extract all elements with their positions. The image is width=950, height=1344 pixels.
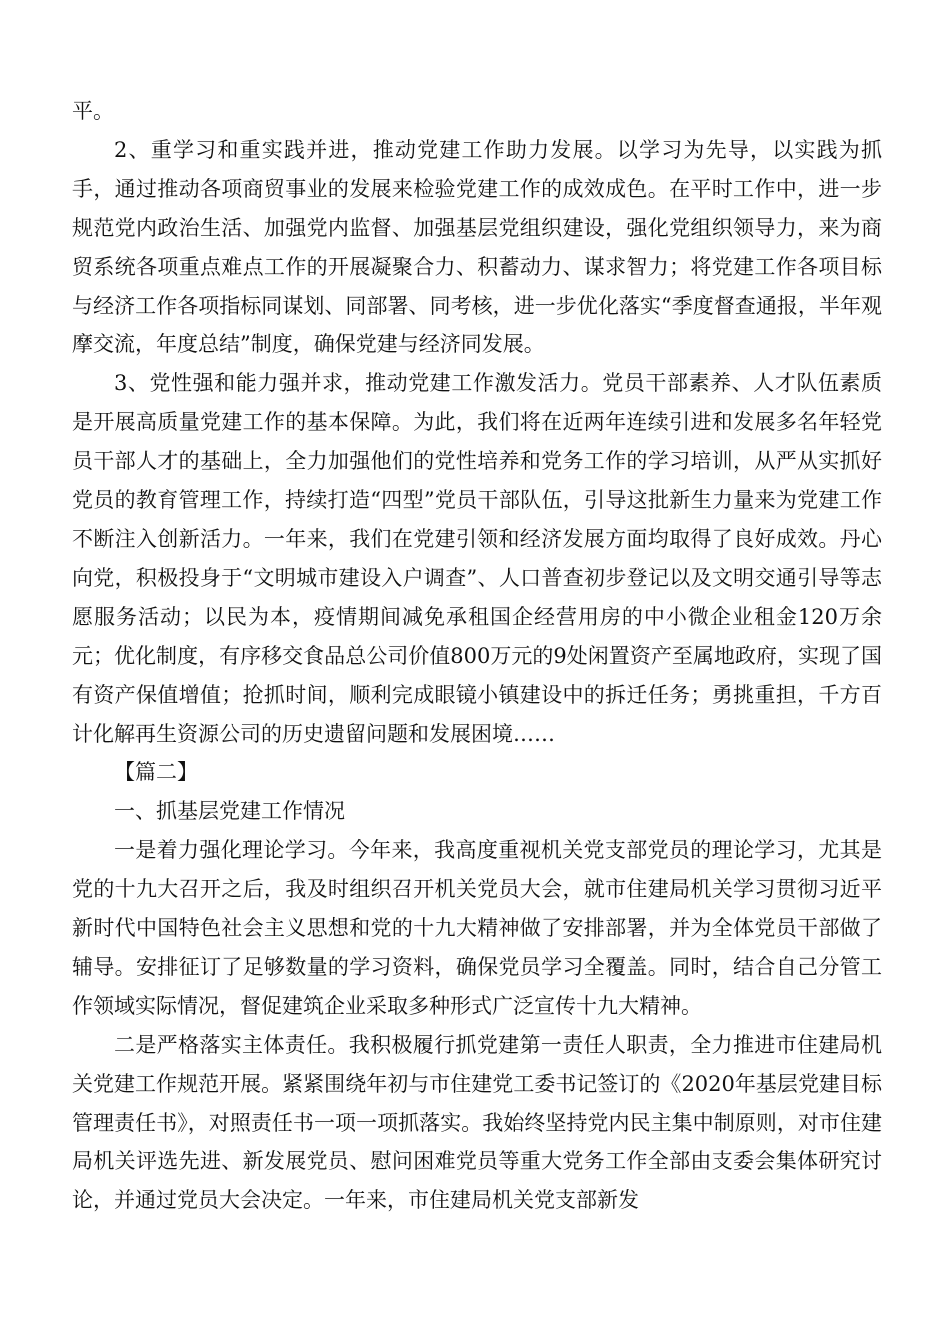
paragraph-study-practice: 2、重学习和重实践并进，推动党建工作助力发展。以学习为先导，以实践为抓手，通过推动各项商贸事业的发展来检验党建工作的成效成色。在平时工作中，进一步规范党内政治生活、加强党内监督、加强基层党组织建设，强化党组织领导力，来为商贸系统各项重点难点工作的开展凝聚合力、积蓄动力、谋求智力；将党建工作各项目标与经济工作各项指标同谋划、同部署、同考核，进一步优化落实“季度督查通报，半年观摩交流，年度总结”制度，确保党建与经济同发展。	[72, 137, 882, 357]
section-subheading-grassroots: 一、抓基层党建工作情况	[114, 799, 345, 824]
section-heading-part-two: 【篇二】	[114, 760, 198, 785]
paragraph-main-responsibility: 二是严格落实主体责任。我积极履行抓党建第一责任人职责，全力推进市住建局机关党建工作规范开展。紧紧围绕年初与市住建党工委书记签订的《2020年基层党建目标管理责任书》，对照责任书一项一项抓落实。我始终坚持党内民主集中制原则，对市住建局机关评选先进、新发展党员、慰问困难党员等重大党务工作全部由支委会集体研究讨论，并通过党员大会决定。一年来，市住建局机关党支部新发	[72, 1032, 882, 1213]
document-body	[72, 92, 882, 1220]
paragraph-continuation: 平。	[72, 99, 114, 123]
paragraph-theory-study: 一是着力强化理论学习。今年来，我高度重视机关党支部党员的理论学习，尤其是党的十九大召开之后，我及时组织召开机关党员大会，就市住建局机关学习贯彻习近平新时代中国特色社会主义思想和党的十九大精神做了安排部署，并为全体党员干部做了辅导。安排征订了足够数量的学习资料，确保党员学习全覆盖。同时，结合自己分管工作领域实际情况，督促建筑企业采取多种形式广泛宣传十九大精神。	[72, 838, 882, 1018]
paragraph-party-spirit: 3、党性强和能力强并求，推动党建工作激发活力。党员干部素养、人才队伍素质是开展高质量党建工作的基本保障。为此，我们将在近两年连续引进和发展多名年轻党员干部人才的基础上，全力加强他们的党性培养和党务工作的学习培训，从严从实抓好党员的教育管理工作，持续打造“四型”党员干部队伍，引导这批新生力量来为党建工作不断注入创新活力。一年来，我们在党建引领和经济发展方面均取得了良好成效。丹心向党，积极投身于“文明城市建设入户调查”、人口普查初步登记以及文明交通引导等志愿服务活动；以民为本，疫情期间减免承租国企经营用房的中小微企业租金120万余元；优化制度，有序移交食品总公司价值800万元的9处闲置资产至属地政府，实现了国有资产保值增值；抢抓时间，顺利完成眼镜小镇建设中的拆迁任务；勇挑重担，千方百计化解再生资源公司的历史遗留问题和发展困境……	[72, 371, 882, 746]
